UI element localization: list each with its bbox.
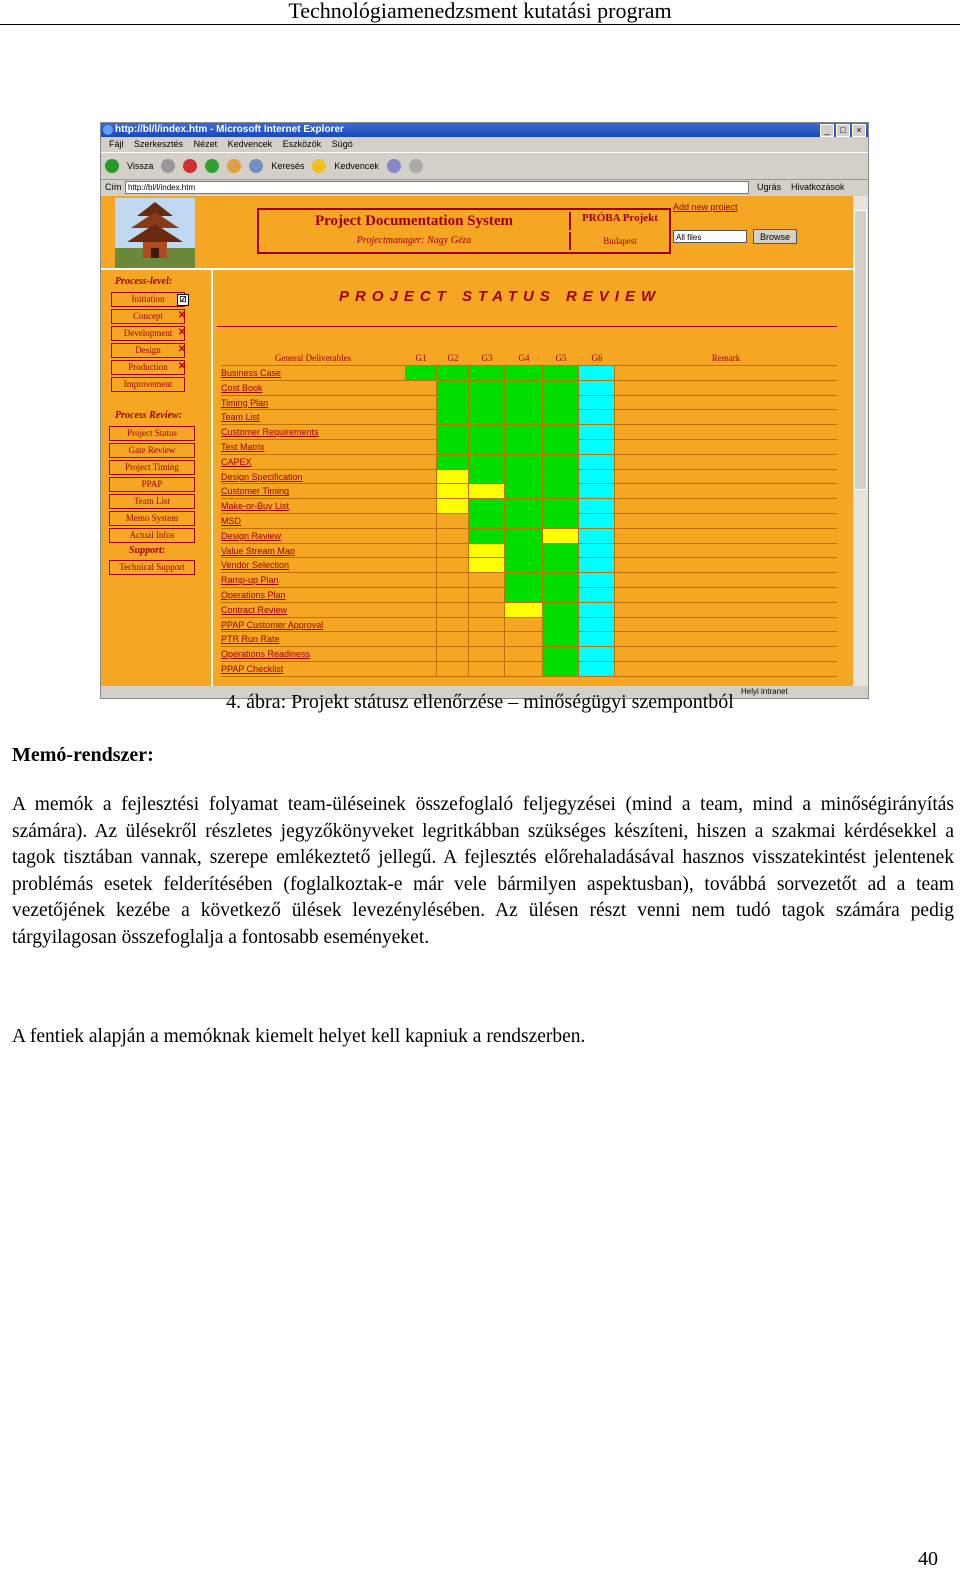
table-row <box>221 366 837 381</box>
sidebar-item-gate-review[interactable]: Gate Review <box>109 443 195 458</box>
gate-status-cell <box>579 529 615 544</box>
table-row <box>221 381 837 396</box>
window-title: http://bl/l/index.htm - Microsoft Internet Explorer <box>115 124 344 135</box>
gate-status-cell <box>437 381 469 396</box>
gate-status-cell <box>505 603 543 618</box>
gate-status-cell <box>579 455 615 470</box>
gate-status-cell <box>469 618 505 633</box>
table-rule <box>221 676 837 677</box>
deliverable-link[interactable]: PPAP Checklist <box>221 664 284 674</box>
gate-status-cell <box>405 396 437 411</box>
process-review-heading: Process Review: <box>115 410 182 421</box>
deliverable-link[interactable]: Ramp-up Plan <box>221 575 279 586</box>
menu-edit[interactable]: Szerkesztés <box>134 139 184 149</box>
deliverable-link[interactable]: Business Case <box>221 368 282 378</box>
gate-status-cell <box>405 470 437 485</box>
table-row <box>221 440 837 455</box>
gate-status-cell <box>505 470 543 485</box>
gate-status-cell <box>405 618 437 633</box>
gate-status-cell <box>405 455 437 470</box>
header-title: Technológiamenedzsment kutatási program <box>288 0 672 23</box>
red-x-icon: ✕ <box>177 327 187 338</box>
gate-status-cell <box>469 603 505 618</box>
figure-caption: 4. ábra: Projekt státusz ellenőrzése – minőségügyi szempontból <box>226 691 734 713</box>
sidebar-item-project-timing[interactable]: Project Timing <box>109 460 195 475</box>
table-row <box>221 396 837 411</box>
favorites-label[interactable]: Kedvencek <box>334 161 379 171</box>
gate-status-cell <box>505 662 543 677</box>
gate-status-cell <box>505 381 543 396</box>
gate-status-cell <box>469 662 505 677</box>
gate-status-cell <box>543 470 579 485</box>
address-label: Cím <box>105 182 122 192</box>
gate-status-cell <box>405 588 437 603</box>
gate-status-cell <box>579 484 615 499</box>
gate-status-cell <box>579 425 615 440</box>
deliverable-link[interactable]: MSD <box>221 516 241 526</box>
table-row <box>221 618 837 633</box>
sidebar-item-team-list[interactable]: Team List <box>109 494 195 509</box>
gate-status-cell <box>469 647 505 662</box>
table-row <box>221 573 837 588</box>
table-row <box>221 588 837 603</box>
gate-status-cell <box>469 410 505 425</box>
table-row <box>221 470 837 485</box>
gate-status-cell <box>437 662 469 677</box>
red-x-icon: ✕ <box>177 310 187 321</box>
gate-status-cell <box>469 470 505 485</box>
gate-status-cell <box>543 544 579 559</box>
table-row <box>221 544 837 559</box>
table-row <box>221 603 837 618</box>
process-level-heading: Process-level: <box>115 276 173 287</box>
gate-status-cell <box>437 618 469 633</box>
sidebar-item-initiation[interactable]: Initiation <box>111 292 185 307</box>
gate-status-cell <box>579 514 615 529</box>
gate-status-cell <box>405 440 437 455</box>
gate-status-cell <box>543 440 579 455</box>
menu-help[interactable]: Súgó <box>331 139 353 149</box>
body-paragraph: A memók a fejlesztési folyamat team-üléseinek összefoglaló feljegyzései (mind a team, mind a minőségirányítás számára). Az ülésekről részletes jegyzőkönyveket legritkábban szükséges készíteni, hiszen a szakmai kérdésekkel a tagok tisztában vannak, szerepe emlékeztető jellegű. A fejlesztés előrehaladásával hasznos visszatekintést jelentenek problémás esetek felderítésében (foglalkoztak-e már vele bármilyen aspektusban), továbbá sorvezetőt ad a team vezetőjének kezébe a következő ülések levezénylésében. Az ülésen részt venni nem tudó tagok számára pedig tárgyilagosan összefoglalja a fontosabb eseményeket. <box>12 794 954 948</box>
gate-status-cell <box>437 514 469 529</box>
gate-status-cell <box>505 647 543 662</box>
menu-favorites[interactable]: Kedvencek <box>227 139 273 149</box>
table-row <box>221 455 837 470</box>
gate-status-cell <box>543 558 579 573</box>
gate-status-cell <box>437 573 469 588</box>
gate-status-cell <box>405 425 437 440</box>
gate-status-cell <box>405 484 437 499</box>
sidebar-item-project-status[interactable]: Project Status <box>109 426 195 441</box>
gate-status-cell <box>579 544 615 559</box>
gate-status-cell <box>579 410 615 425</box>
gate-status-cell <box>405 647 437 662</box>
gate-status-cell <box>543 484 579 499</box>
table-row <box>221 632 837 647</box>
sidebar-item-development[interactable]: Development <box>111 326 185 341</box>
gate-status-cell <box>469 440 505 455</box>
maximize-button[interactable]: □ <box>836 124 850 137</box>
gate-status-cell <box>579 573 615 588</box>
gate-status-cell <box>543 618 579 633</box>
browser-toolbar <box>101 152 869 180</box>
file-filter-select[interactable]: All files <box>673 230 747 243</box>
gate-status-cell <box>579 558 615 573</box>
table-row <box>221 410 837 425</box>
table-row <box>221 484 837 499</box>
gate-header: G5 <box>555 353 567 363</box>
gate-status-cell <box>579 647 615 662</box>
gate-status-cell <box>469 632 505 647</box>
gate-status-cell <box>437 558 469 573</box>
sidebar-item-concept[interactable]: Concept <box>111 309 185 324</box>
running-header <box>0 0 960 25</box>
deliverable-link[interactable]: Contract Review <box>221 604 288 615</box>
gate-status-cell <box>579 499 615 514</box>
gate-status-cell <box>469 425 505 440</box>
gate-status-cell <box>405 662 437 677</box>
browse-button[interactable]: Browse <box>753 229 797 244</box>
gate-status-cell <box>469 529 505 544</box>
menu-file[interactable]: Fájl <box>109 139 124 149</box>
gate-status-cell <box>437 410 469 425</box>
gate-status-cell <box>543 366 579 381</box>
gate-status-cell <box>469 396 505 411</box>
table-row <box>221 425 837 440</box>
gate-status-cell <box>543 588 579 603</box>
gate-status-cell <box>437 425 469 440</box>
deliverable-link[interactable]: PTR Run Rate <box>221 634 280 645</box>
deliverable-link[interactable]: Make-or-Buy List <box>221 501 290 512</box>
deliverable-link[interactable]: Customer Requirements <box>221 427 319 438</box>
deliverable-link[interactable]: Test Matrix <box>221 442 265 452</box>
gate-status-cell <box>469 514 505 529</box>
gate-status-cell <box>469 381 505 396</box>
gate-status-cell <box>437 544 469 559</box>
gate-status-cell <box>543 425 579 440</box>
gate-status-cell <box>579 366 615 381</box>
forward-arrow-icon[interactable] <box>161 159 175 173</box>
gate-status-cell <box>579 470 615 485</box>
deliverable-link[interactable]: PPAP Customer Approval <box>221 619 324 630</box>
deliverable-link[interactable]: Operations Readiness <box>221 649 311 660</box>
gate-status-cell <box>469 366 505 381</box>
gate-status-cell <box>437 499 469 514</box>
page-number: 40 <box>918 1548 938 1570</box>
gate-status-cell <box>505 632 543 647</box>
gate-status-cell <box>505 396 543 411</box>
minimize-button[interactable]: _ <box>820 124 834 137</box>
gate-status-cell <box>579 440 615 455</box>
gate-status-cell <box>469 588 505 603</box>
project-city: Budapest <box>569 232 669 250</box>
gate-status-cell <box>505 558 543 573</box>
page-title: PROJECT STATUS REVIEW <box>339 288 662 305</box>
home-icon[interactable] <box>227 159 241 173</box>
gate-status-cell <box>505 410 543 425</box>
gate-status-cell <box>405 381 437 396</box>
deliverable-link[interactable]: Timing Plan <box>221 397 269 408</box>
gate-status-cell <box>469 558 505 573</box>
gate-status-cell <box>505 440 543 455</box>
gate-status-cell <box>505 425 543 440</box>
sidebar-item-technical-support[interactable]: Technical Support <box>109 560 195 575</box>
gate-status-cell <box>469 484 505 499</box>
gate-status-cell <box>437 440 469 455</box>
gate-status-cell <box>405 558 437 573</box>
address-input[interactable]: http://bl/l/index.htm <box>125 181 749 194</box>
body-paragraph: A fentiek alapján a memóknak kiemelt helyet kell kapniuk a rendszerben. <box>12 1026 586 1047</box>
favorites-star-icon[interactable] <box>312 159 326 173</box>
gate-status-cell <box>437 366 469 381</box>
deliverable-link[interactable]: Vendor Selection <box>221 560 290 571</box>
sidebar-item-actual-infos[interactable]: Actual Infos <box>109 528 195 543</box>
gate-status-cell <box>437 588 469 603</box>
gate-status-cell <box>405 529 437 544</box>
gate-status-cell <box>437 484 469 499</box>
table-row <box>221 647 837 662</box>
sidebar-item-improvement[interactable]: Improvement <box>111 377 185 392</box>
gate-status-cell <box>579 662 615 677</box>
menu-bar <box>101 137 868 152</box>
gate-status-cell <box>505 484 543 499</box>
gate-status-cell <box>543 514 579 529</box>
red-x-icon: ✕ <box>177 361 187 372</box>
gate-status-cell <box>437 603 469 618</box>
gate-status-cell <box>469 455 505 470</box>
gate-status-cell <box>543 647 579 662</box>
browser-titlebar <box>101 123 868 137</box>
table-row <box>221 558 837 573</box>
gate-status-cell <box>405 544 437 559</box>
gate-status-cell <box>437 470 469 485</box>
deliverable-link[interactable]: Cost Book <box>221 382 263 393</box>
back-arrow-icon[interactable] <box>105 159 119 173</box>
gate-status-cell <box>437 632 469 647</box>
gate-status-cell <box>405 410 437 425</box>
deliverable-link[interactable]: CAPEX <box>221 456 252 467</box>
web-page <box>101 196 853 686</box>
gate-status-cell <box>543 396 579 411</box>
menu-view[interactable]: Nézet <box>193 139 218 149</box>
figure-screenshot <box>100 122 869 699</box>
sidebar-item-memo-system[interactable]: Memo System <box>109 511 195 526</box>
search-label[interactable]: Keresés <box>271 161 305 171</box>
gate-status-cell <box>437 396 469 411</box>
gate-status-cell <box>543 632 579 647</box>
gate-header: G6 <box>591 353 603 363</box>
gate-status-cell <box>579 632 615 647</box>
gate-status-cell <box>505 366 543 381</box>
project-manager: Projectmanager: Nagy Géza <box>356 235 472 246</box>
gate-status-cell <box>469 544 505 559</box>
table-row <box>221 529 837 544</box>
pagoda-logo-icon <box>115 198 195 268</box>
back-label[interactable]: Vissza <box>127 161 154 171</box>
gate-status-cell <box>405 514 437 529</box>
deliverable-link[interactable]: Operations Plan <box>221 590 286 600</box>
gate-status-cell <box>505 455 543 470</box>
table-row <box>221 514 837 529</box>
divider <box>211 268 213 686</box>
gate-status-cell <box>543 603 579 618</box>
gate-status-cell <box>405 366 437 381</box>
search-icon[interactable] <box>249 159 263 173</box>
checkbox-checked-icon: ☑ <box>177 294 189 306</box>
gate-status-cell <box>543 662 579 677</box>
stop-icon[interactable] <box>183 159 197 173</box>
deliverables-header: General Deliverables <box>274 353 352 363</box>
gate-status-cell <box>505 529 543 544</box>
support-heading: Support: <box>129 545 166 556</box>
security-zone: Helyi intranet <box>741 687 788 696</box>
gate-status-cell <box>579 603 615 618</box>
menu-tools[interactable]: Eszközök <box>282 139 322 149</box>
gate-status-cell <box>579 381 615 396</box>
add-new-project-link[interactable]: Add new project <box>673 202 738 212</box>
gate-header: G3 <box>481 353 493 363</box>
vertical-scrollbar[interactable] <box>853 196 868 686</box>
gate-status-cell <box>579 396 615 411</box>
gate-status-cell <box>579 618 615 633</box>
refresh-icon[interactable] <box>205 159 219 173</box>
links-button[interactable]: Hivatkozások <box>791 182 845 192</box>
project-name: PRÓBA Projekt <box>569 212 669 230</box>
scroll-thumb[interactable] <box>854 210 867 490</box>
deliverable-link[interactable]: Design Specification <box>221 471 303 482</box>
gate-status-cell <box>505 544 543 559</box>
deliverable-link[interactable]: Design Review <box>221 530 282 541</box>
gate-status-cell <box>543 410 579 425</box>
gate-status-cell <box>505 514 543 529</box>
gate-status-cell <box>579 588 615 603</box>
gate-status-cell <box>405 603 437 618</box>
gate-status-cell <box>543 573 579 588</box>
table-row <box>221 499 837 514</box>
divider <box>101 268 853 270</box>
close-button[interactable]: × <box>852 124 866 137</box>
gate-status-cell <box>505 499 543 514</box>
gate-header: G4 <box>518 353 530 363</box>
gate-status-cell <box>405 499 437 514</box>
ie-icon <box>103 125 113 135</box>
mail-icon[interactable] <box>387 159 401 173</box>
gate-status-cell <box>437 529 469 544</box>
gate-status-cell <box>405 573 437 588</box>
gate-status-cell <box>469 573 505 588</box>
gate-status-cell <box>469 499 505 514</box>
gate-status-cell <box>405 632 437 647</box>
red-x-icon: ✕ <box>177 344 187 355</box>
go-button[interactable]: Ugrás <box>757 182 782 192</box>
system-title: Project Documentation System <box>314 213 513 229</box>
divider <box>217 326 837 327</box>
gate-header: G2 <box>447 353 459 363</box>
sidebar-item-production[interactable]: Production <box>111 360 185 375</box>
gate-status-cell <box>505 573 543 588</box>
gate-status-cell <box>543 381 579 396</box>
sidebar-item-design[interactable]: Design <box>111 343 185 358</box>
gate-status-cell <box>543 499 579 514</box>
address-bar <box>101 179 868 195</box>
deliverable-link[interactable]: Customer Timing <box>221 486 290 497</box>
sidebar-item-ppap[interactable]: PPAP <box>109 477 195 492</box>
deliverable-link[interactable]: Team List <box>221 412 260 423</box>
section-heading: Memó-rendszer: <box>12 744 154 766</box>
gate-status-cell <box>543 529 579 544</box>
table-row <box>221 662 837 677</box>
gate-status-cell <box>437 455 469 470</box>
gate-status-cell <box>505 618 543 633</box>
print-icon[interactable] <box>409 159 423 173</box>
remark-header: Remark <box>711 353 741 363</box>
gate-status-cell <box>437 647 469 662</box>
gate-status-cell <box>543 455 579 470</box>
gate-header: G1 <box>415 353 427 363</box>
gate-status-cell <box>505 588 543 603</box>
deliverable-link[interactable]: Value Stream Map <box>221 545 295 556</box>
project-banner <box>257 208 671 254</box>
